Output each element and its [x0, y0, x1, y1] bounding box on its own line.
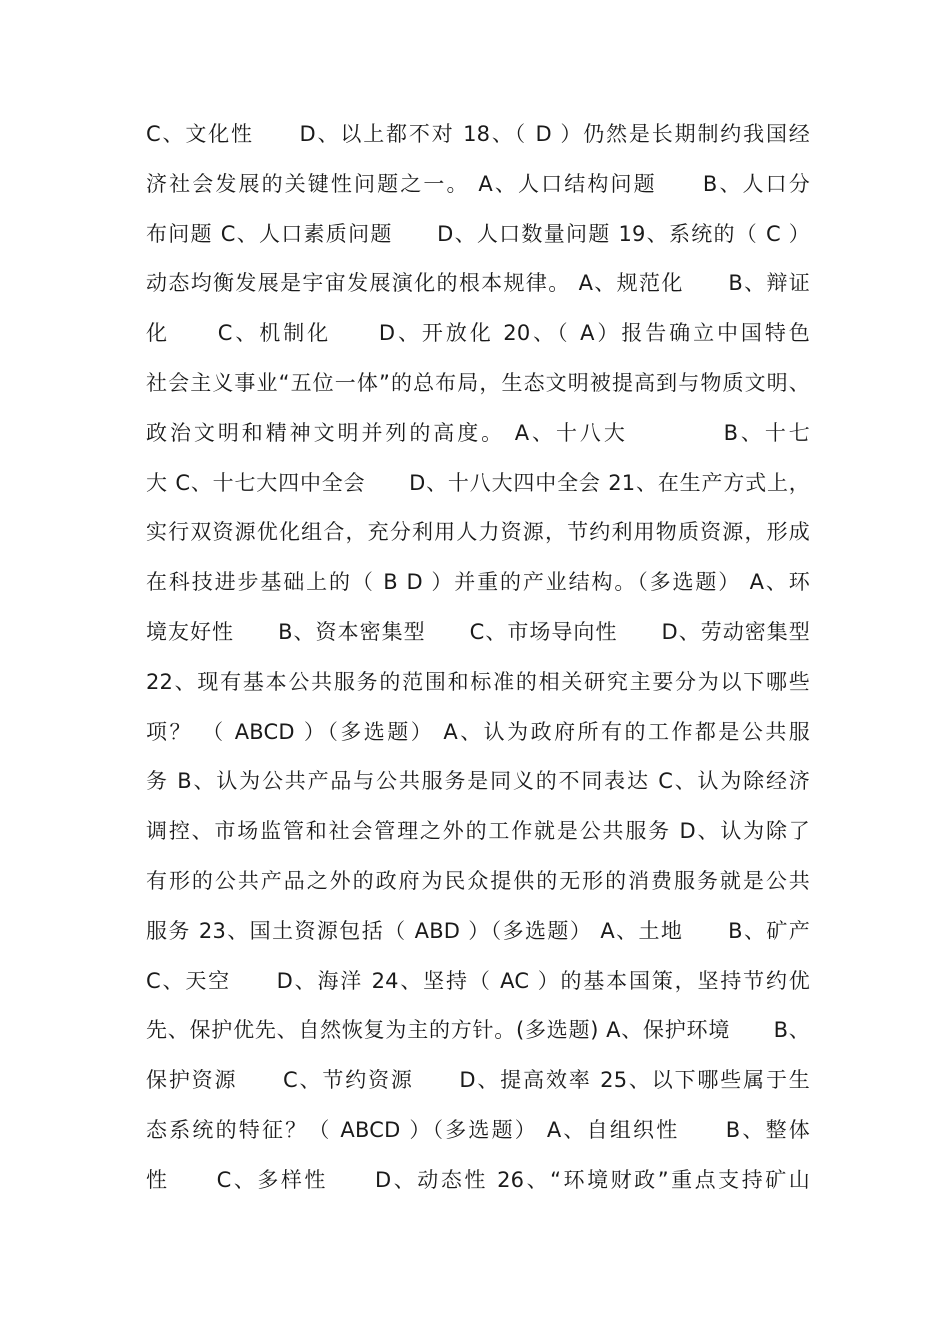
text-line: 济社会发展的关键性问题之一。 A、人口结构问题 B、人口分 [146, 171, 810, 196]
text-line: C、天空 D、海洋 24、坚持（ AC ）的基本国策，坚持节约优 [146, 968, 810, 993]
text-line: 服务 23、国土资源包括（ ABD ）（多选题） A、土地 B、矿产 [146, 918, 810, 943]
text-line: 在科技进步基础上的（ B D ）并重的产业结构。（多选题） A、环 [146, 570, 810, 595]
text-line: 性 C、多样性 D、动态性 26、“环境财政”重点支持矿山 [146, 1167, 810, 1192]
text-line: 大 C、十七大四中全会 D、十八大四中全会 21、在生产方式上， [146, 470, 810, 495]
text-line: 态系统的特征？（ ABCD ）（多选题） A、自组织性 B、整体 [146, 1117, 810, 1142]
text-line: 社会主义事业“五位一体”的总布局，生态文明被提高到与物质文明、 [146, 370, 810, 395]
text-line: 政治文明和精神文明并列的高度。 A、十八大 B、十七 [146, 420, 810, 445]
text-line: 化 C、机制化 D、开放化 20、（ A）报告确立中国特色 [146, 321, 810, 346]
question-text-block [146, 110, 810, 1206]
text-line: 务 B、认为公共产品与公共服务是同义的不同表达 C、认为除经济 [146, 769, 810, 794]
text-line: 调控、市场监管和社会管理之外的工作就是公共服务 D、认为除了 [146, 819, 810, 844]
text-line: 动态均衡发展是宇宙发展演化的根本规律。 A、规范化 B、辩证 [146, 271, 810, 296]
text-line: 布问题 C、人口素质问题 D、人口数量问题 19、系统的（ C ） [146, 221, 810, 246]
text-line: 22、现有基本公共服务的范围和标准的相关研究主要分为以下哪些 [146, 669, 810, 694]
text-line: C、文化性 D、以上都不对 18、（ D ）仍然是长期制约我国经 [146, 122, 810, 146]
text-line: 实行双资源优化组合，充分利用人力资源，节约利用物质资源，形成 [146, 520, 810, 545]
text-line: 有形的公共产品之外的政府为民众提供的无形的消费服务就是公共 [146, 868, 810, 893]
text-line: 项？ （ ABCD ）（多选题） A、认为政府所有的工作都是公共服 [146, 719, 810, 744]
text-line: 先、保护优先、自然恢复为主的方针。(多选题) A、保护环境 B、 [146, 1018, 810, 1043]
text-line: 保护资源 C、节约资源 D、提高效率 25、以下哪些属于生 [146, 1068, 810, 1093]
text-line: 境友好性 B、资本密集型 C、市场导向性 D、劳动密集型 [146, 619, 810, 644]
